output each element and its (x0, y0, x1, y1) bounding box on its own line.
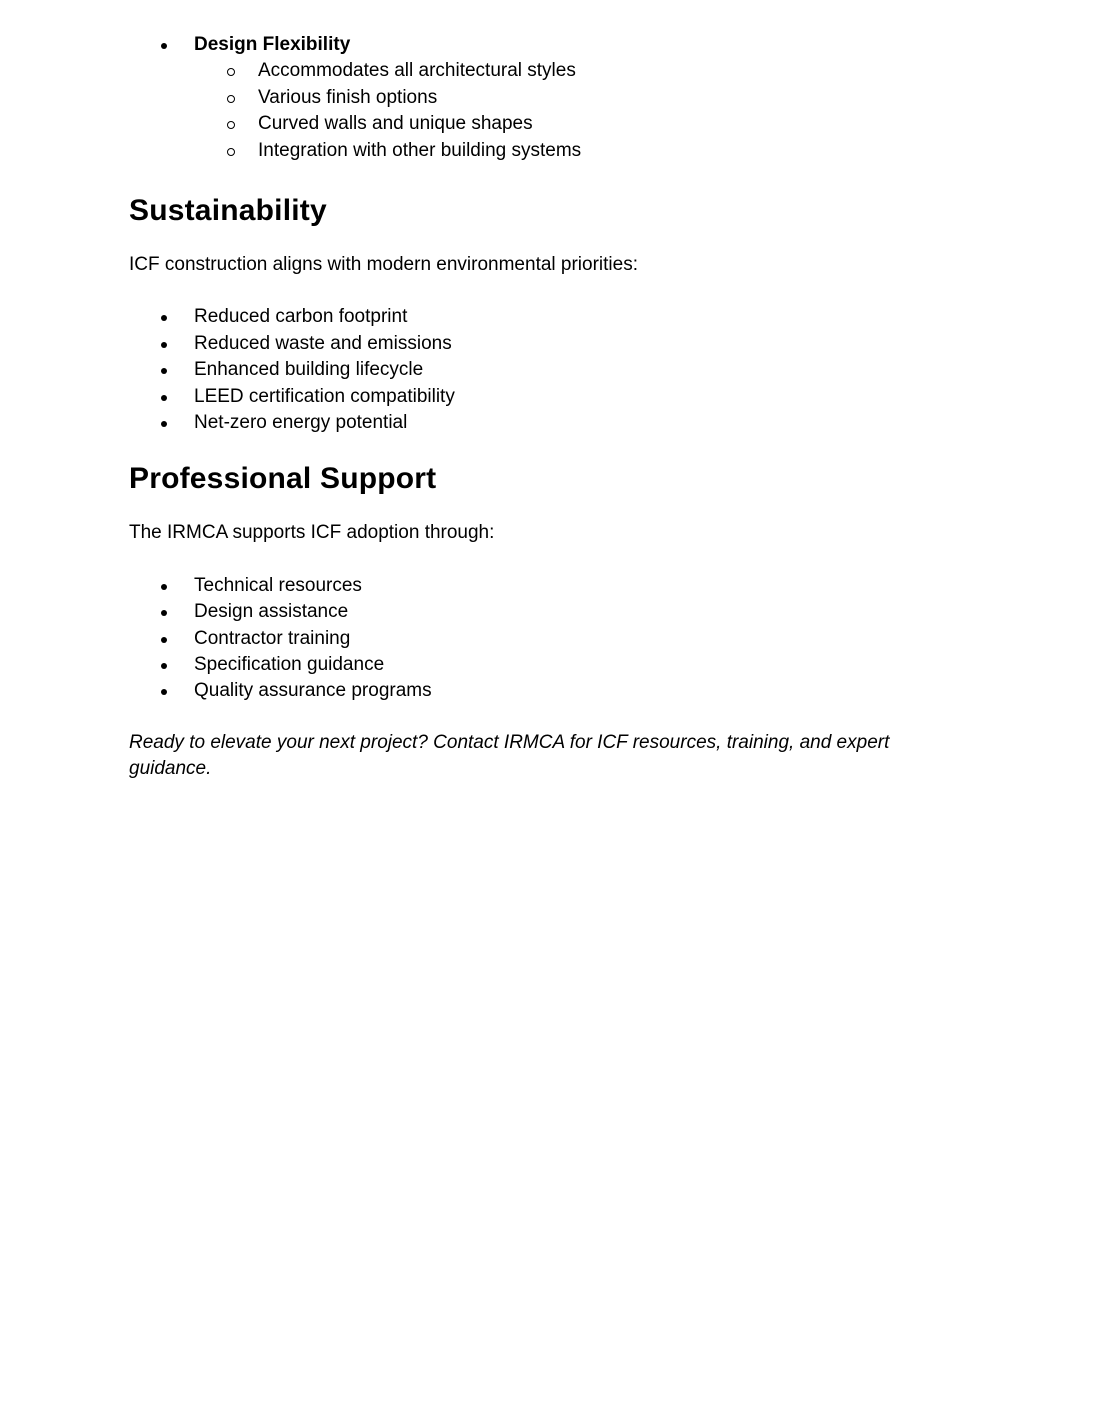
list-item (129, 384, 969, 410)
bullet-icon (161, 368, 167, 374)
list-item (129, 304, 969, 330)
list-item-label: Design assistance (194, 601, 349, 623)
document-content (129, 32, 969, 782)
list-item (129, 678, 969, 704)
list-item (129, 626, 969, 652)
hollow-bullet-icon (227, 68, 235, 76)
section-heading-sustainability: Sustainability (129, 193, 327, 227)
sub-list-item-label: Accommodates all architectural styles (258, 60, 576, 82)
list-item-label: Design Flexibility (194, 34, 351, 55)
section-heading-professional-support: Professional Support (129, 462, 437, 496)
list-item-label: Reduced waste and emissions (194, 332, 452, 354)
sub-list-item (129, 111, 969, 137)
list-item-label: Reduced carbon footprint (194, 306, 408, 328)
sub-list-item (129, 58, 969, 84)
list-item-label: Technical resources (194, 574, 362, 596)
sub-list-item-label: Curved walls and unique shapes (258, 113, 533, 135)
sub-list-item (129, 138, 969, 164)
bullet-icon (161, 637, 167, 643)
bullet-icon (161, 421, 167, 427)
hollow-bullet-icon (227, 148, 235, 156)
list-item (129, 331, 969, 357)
bullet-icon (161, 584, 167, 590)
bullet-icon (161, 43, 167, 49)
list-item-label: Net-zero energy potential (194, 411, 408, 433)
sub-list-item-label: Various finish options (258, 86, 438, 108)
list-item (129, 410, 969, 436)
hollow-bullet-icon (227, 121, 235, 129)
hollow-bullet-icon (227, 95, 235, 103)
sub-list-item (129, 85, 969, 111)
list-item-label: Specification guidance (194, 653, 385, 675)
bullet-icon (161, 689, 167, 695)
bullet-icon (161, 663, 167, 669)
bullet-icon (161, 610, 167, 616)
closing-call-to-action: Ready to elevate your next project? Contact IRMCA for ICF resources, training, and expert guidance. (129, 731, 890, 780)
list-item (129, 357, 969, 383)
list-item-label: Quality assurance programs (194, 680, 432, 702)
list-item-design-flexibility (129, 32, 969, 58)
list-item (129, 599, 969, 625)
list-item (129, 652, 969, 678)
bullet-icon (161, 395, 167, 401)
list-item (129, 573, 969, 599)
list-item-label: LEED certification compatibility (194, 385, 455, 407)
list-item-label: Contractor training (194, 627, 351, 649)
section-intro-professional-support: The IRMCA supports ICF adoption through: (129, 522, 495, 544)
list-item-label: Enhanced building lifecycle (194, 359, 424, 381)
bullet-icon (161, 315, 167, 321)
section-intro-sustainability: ICF construction aligns with modern environmental priorities: (129, 253, 638, 275)
bullet-icon (161, 342, 167, 348)
sub-list-item-label: Integration with other building systems (258, 139, 582, 161)
